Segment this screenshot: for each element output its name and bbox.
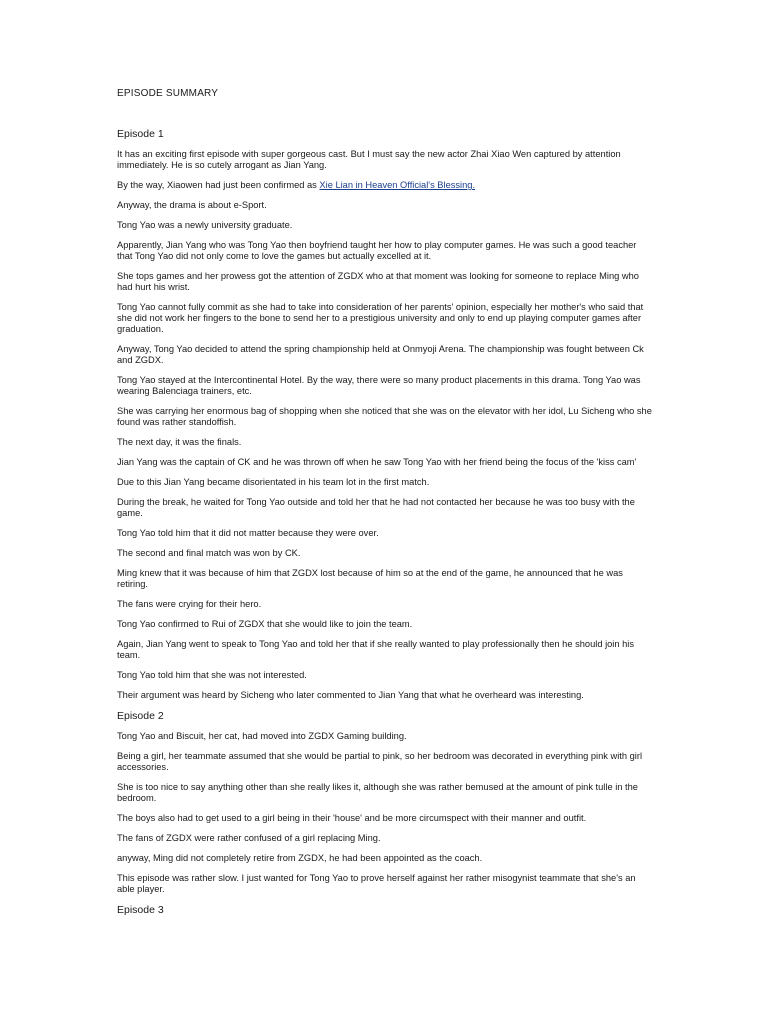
paragraph: She tops games and her prowess got the attention of ZGDX who at that moment was looking for someone to replace Ming who had hurt his wrist. [117, 271, 639, 292]
paragraph: The second and final match was won by CK. [117, 548, 301, 558]
paragraph: anyway, Ming did not completely retire from ZGDX, he had been appointed as the coach. [117, 853, 483, 863]
paragraph: The fans were crying for their hero. [117, 599, 262, 609]
paragraph: Their argument was heard by Sicheng who later commented to Jian Yang that what he overheard was interesting. [117, 690, 584, 700]
paragraph: The boys also had to get used to a girl being in their 'house' and be more circumspect with their manner and outfit. [117, 813, 587, 823]
paragraph: Tong Yao told him that she was not interested. [117, 670, 307, 680]
paragraph: Due to this Jian Yang became disorientated in his team lot in the first match. [117, 477, 430, 487]
paragraph: During the break, he waited for Tong Yao outside and told her that he had not contacted her because he was too busy with the game. [117, 497, 635, 518]
episode-3-heading: Episode 3 [117, 904, 164, 916]
paragraph: Tong Yao stayed at the Intercontinental Hotel. By the way, there were so many product placements in this drama. Tong Yao was wearing Balenciaga trainers, etc. [117, 375, 641, 396]
paragraph: She was carrying her enormous bag of shopping when she noticed that she was on the elevator with her idol, Lu Sicheng who she found was rather standoffish. [117, 406, 652, 427]
episode-1-heading: Episode 1 [117, 128, 164, 140]
paragraph: Being a girl, her teammate assumed that she would be partial to pink, so her bedroom was decorated in everything pink with girl accessories. [117, 751, 643, 772]
paragraph: She is too nice to say anything other than she really likes it, although she was rather bemused at the amount of pink tulle in the bedroom. [117, 782, 638, 803]
paragraph: The fans of ZGDX were rather confused of a girl replacing Ming. [117, 833, 381, 843]
paragraph: Again, Jian Yang went to speak to Tong Yao and told her that if she really wanted to play professionally then he should join his team. [117, 639, 635, 660]
paragraph: Tong Yao was a newly university graduate. [117, 220, 293, 230]
paragraph: Anyway, Tong Yao decided to attend the spring championship held at Onmyoji Arena. The championship was fought between Ck and ZGDX. [117, 344, 644, 365]
episode-2-heading: Episode 2 [117, 710, 164, 722]
paragraph: Tong Yao cannot fully commit as she had to take into consideration of her parents' opinion, especially her mother's who said that she did not work her fingers to the bone to send her to a prestigious university and only to end up playing computer games after graduation. [117, 302, 644, 334]
paragraph: It has an exciting first episode with super gorgeous cast. But I must say the new actor Zhai Xiao Wen captured by attention immediately. He is so cutely arrogant as Jian Yang. [117, 149, 621, 170]
paragraph: Anyway, the drama is about e-Sport. [117, 200, 267, 210]
paragraph: Apparently, Jian Yang who was Tong Yao then boyfriend taught her how to play computer games. He was such a good teacher that Tong Yao did not only come to love the games but actually excelled at it. [117, 240, 637, 261]
paragraph: Jian Yang was the captain of CK and he was thrown off when he saw Tong Yao with her friend being the focus of the 'kiss cam' [117, 457, 637, 467]
paragraph: Tong Yao confirmed to Rui of ZGDX that she would like to join the team. [117, 619, 413, 629]
paragraph: Tong Yao told him that it did not matter because they were over. [117, 528, 379, 538]
document-title: EPISODE SUMMARY [117, 88, 219, 99]
heaven-officials-blessing-link[interactable]: Xie Lian in Heaven Official's Blessing. [319, 180, 476, 190]
document-page [117, 88, 652, 925]
paragraph: Tong Yao and Biscuit, her cat, had moved into ZGDX Gaming building. [117, 731, 407, 741]
paragraph: Ming knew that it was because of him that ZGDX lost because of him so at the end of the game, he announced that he was retiring. [117, 568, 623, 589]
paragraph-text: By the way, Xiaowen had just been confirmed as [117, 180, 320, 190]
paragraph-with-link [117, 180, 652, 191]
paragraph: The next day, it was the finals. [117, 437, 242, 447]
paragraph: This episode was rather slow. I just wanted for Tong Yao to prove herself against her rather misogynist teammate that she's an able player. [117, 873, 636, 894]
